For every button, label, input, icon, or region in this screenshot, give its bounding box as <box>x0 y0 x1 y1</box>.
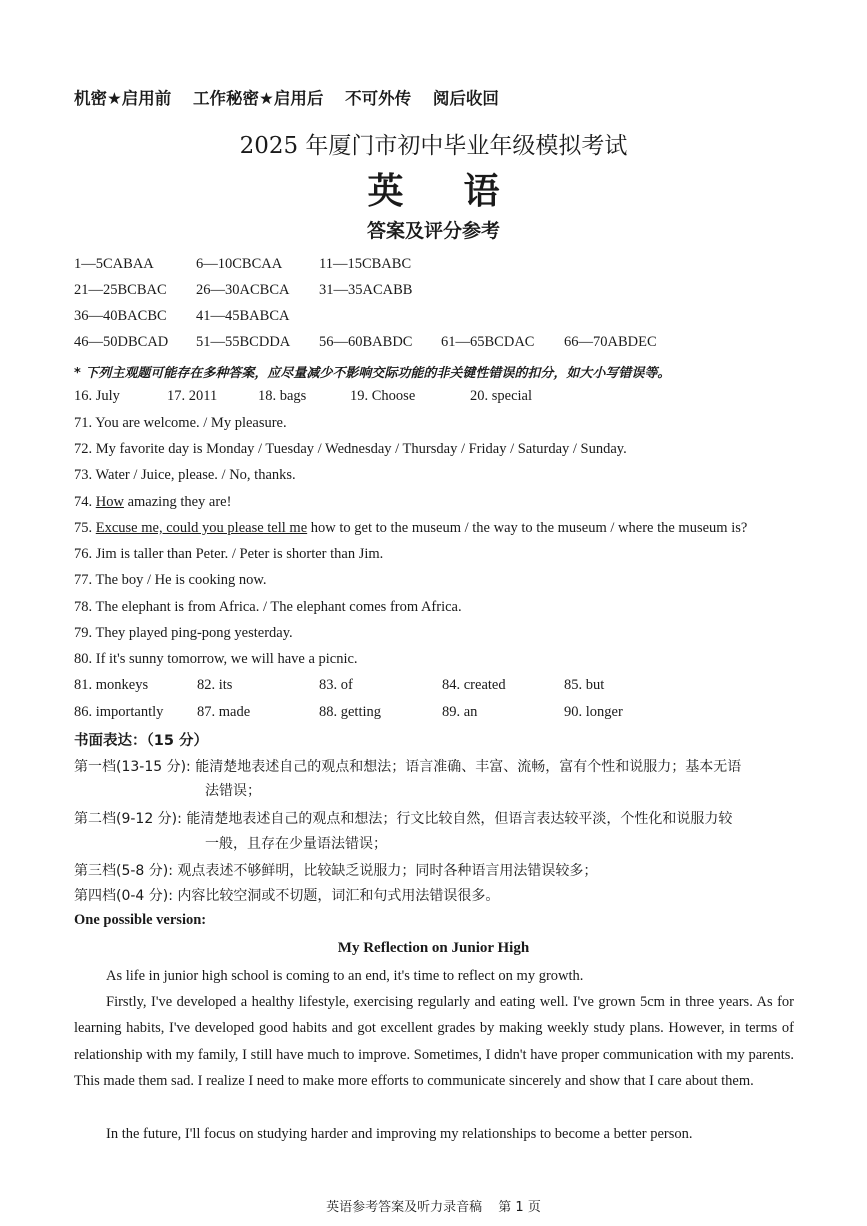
answer-group: 46—50DBCAD <box>74 334 169 350</box>
answer-73: 73. Water / Juice, please. / No, thanks. <box>74 467 296 483</box>
secret-label: 不可外传 <box>345 89 412 108</box>
grade-description-continued: 一般，且存在少量语法错误； <box>205 836 387 852</box>
answer-76: 76. Jim is taller than Peter. / Peter is shorter than Jim. <box>74 546 384 562</box>
answer-group: 41—45BABCA <box>196 308 290 324</box>
sample-version-label: One possible version: <box>74 912 207 928</box>
cloze-answer: 90. longer <box>564 704 623 720</box>
secret-label: 工作秘密★启用后 <box>193 89 324 108</box>
essay-paragraph: As life in junior high school is coming to an end, it's time to reflect on my growth. <box>106 968 584 984</box>
underlined-answer: How <box>95 494 124 510</box>
grade-description: 观点表述不够鲜明，比较缺乏说服力；同时各种语言用法错误较多； <box>177 863 598 879</box>
cloze-answer: 84. created <box>442 677 506 693</box>
cloze-answer: 83. of <box>319 677 353 693</box>
short-answer: 18. bags <box>258 388 307 404</box>
cloze-answer: 81. monkeys <box>74 677 149 693</box>
short-answer: 17. 2011 <box>167 388 218 404</box>
essay-paragraph: In the future, I'll focus on studying harder and improving my relationships to become a better person. <box>106 1126 693 1142</box>
writing-section-label: 书面表达：（15 分） <box>74 733 208 749</box>
answer-group: 21—25BCBAC <box>74 282 167 298</box>
answer-80: 80. If it's sunny tomorrow, we will have a picnic. <box>74 651 358 667</box>
answer-group: 1—5CABAA <box>74 256 154 272</box>
answer-77: 77. The boy / He is cooking now. <box>74 572 267 588</box>
cloze-answer: 85. but <box>564 677 605 693</box>
answer-72: 72. My favorite day is Monday / Tuesday / Wednesday / Thursday / Friday / Saturday / Sunday. <box>74 441 627 457</box>
grade-description: 内容比较空洞或不切题，词汇和句式用法错误很多。 <box>177 888 500 904</box>
answer-79: 79. They played ping-pong yesterday. <box>74 625 293 641</box>
page-number: 第 1 页 <box>498 1200 541 1215</box>
answer-group: 36—40BACBC <box>74 308 167 324</box>
answer-71: 71. You are welcome. / My pleasure. <box>74 415 287 431</box>
grade-heading: 第四档(0-4 分): <box>74 888 173 904</box>
confidentiality-line <box>74 85 515 109</box>
answer-group: 61—65BCDAC <box>441 334 535 350</box>
answer-75 <box>74 520 747 537</box>
grade-heading: 第二档(9-12 分): <box>74 811 182 827</box>
grade-description: 能清楚地表述自己的观点和想法；行文比较自然，但语言表达较平淡，个性化和说服力较 <box>186 811 733 827</box>
secret-label: 阅后收回 <box>432 89 499 108</box>
given-text: amazing they are! <box>123 494 232 510</box>
page-footer <box>0 1196 867 1215</box>
grade-description-continued: 法错误； <box>205 783 261 799</box>
answer-group: 26—30ACBCA <box>196 282 290 298</box>
cloze-answer: 89. an <box>442 704 478 720</box>
essay-title: My Reflection on Junior High <box>337 940 530 956</box>
cloze-answer: 87. made <box>197 704 251 720</box>
short-answer: 19. Choose <box>350 388 416 404</box>
cloze-answer: 88. getting <box>319 704 382 720</box>
cloze-answer: 82. its <box>197 677 233 693</box>
document-subtitle: 答案及评分参考 <box>366 220 500 242</box>
grade-level-2 <box>74 808 732 828</box>
answer-group: 51—55BCDDA <box>196 334 291 350</box>
secret-label: 机密★启用前 <box>74 89 172 108</box>
answer-group: 11—15CBABC <box>319 256 412 272</box>
short-answer: 20. special <box>470 388 533 404</box>
subject-title: 英语 <box>367 171 560 212</box>
answer-number: 74. <box>74 494 96 510</box>
scoring-note: * 下列主观题可能存在多种答案，应尽量减少不影响交际功能的非关键性错误的扣分，如大小写错误等。 <box>74 366 671 381</box>
answer-group: 31—35ACABB <box>319 282 413 298</box>
grade-level-3 <box>74 860 597 880</box>
exam-title: 2025 年厦门市初中毕业年级模拟考试 <box>239 133 628 159</box>
grade-heading: 第三档(5-8 分): <box>74 863 173 879</box>
grade-level-4 <box>74 885 499 905</box>
given-text: how to get to the museum / the way to the museum / where the museum is? <box>307 520 748 536</box>
answer-group: 66—70ABDEC <box>564 334 657 350</box>
grade-description: 能清楚地表述自己的观点和想法；语言准确、丰富、流畅，富有个性和说服力；基本无语 <box>195 759 742 775</box>
answer-group: 6—10CBCAA <box>196 256 283 272</box>
answer-78: 78. The elephant is from Africa. / The elephant comes from Africa. <box>74 599 462 615</box>
underlined-answer: Excuse me, could you please tell me <box>95 520 308 536</box>
grade-level-1 <box>74 756 741 776</box>
essay-paragraph: Firstly, I've developed a healthy lifestyle, exercising regularly and eating well. I've grown 5cm in three years. As for learning habits, I've developed good habits and got excellent grades by making weekly study plans. However, in terms of relationship with my family, I still have much to improve. Sometimes, I didn't have proper communication with my parents. This made them sad. I realize I need to make more efforts to communicate sincerely and show that I care about them. <box>74 994 794 1090</box>
answer-number: 75. <box>74 520 96 536</box>
grade-heading: 第一档(13-15 分): <box>74 759 191 775</box>
short-answer: 16. July <box>74 388 120 404</box>
cloze-answer: 86. importantly <box>74 704 164 720</box>
footer-doc-name: 英语参考答案及听力录音稿 <box>326 1200 483 1215</box>
answer-group: 56—60BABDC <box>319 334 413 350</box>
answer-74 <box>74 494 231 511</box>
